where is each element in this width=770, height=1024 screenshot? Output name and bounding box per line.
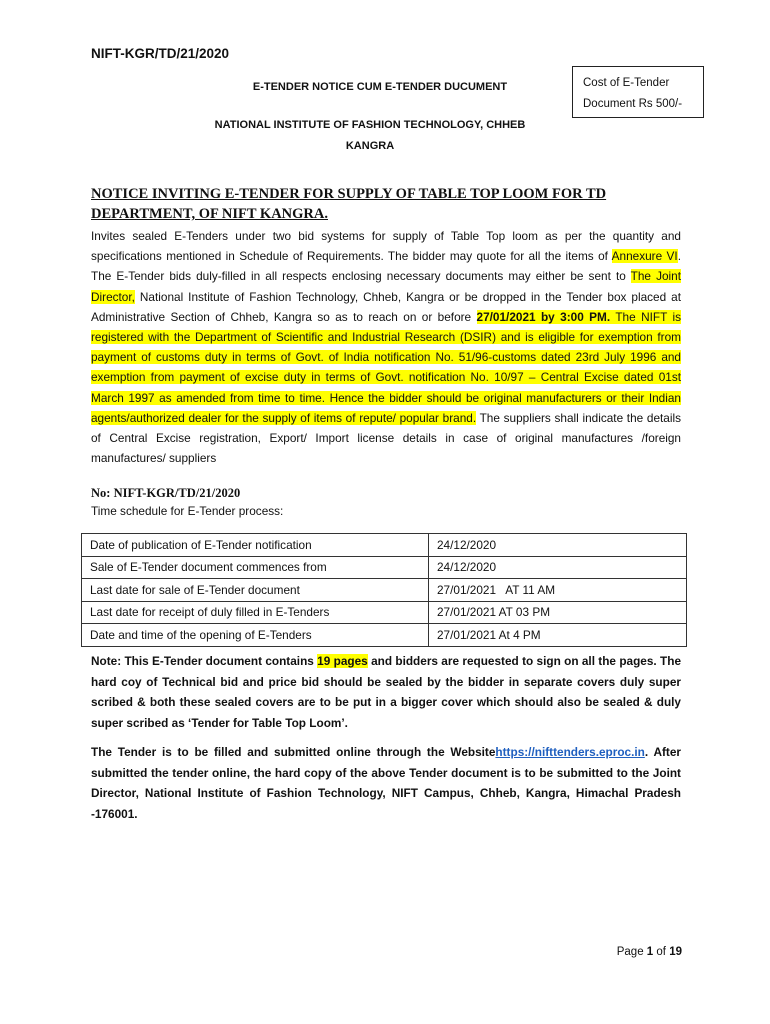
document-header-title: E-TENDER NOTICE CUM E-TENDER DUCUMENT — [252, 81, 508, 93]
deadline-highlight: 27/01/2021 by 3:00 PM. — [476, 309, 611, 324]
intro-text-4: The suppliers shall indicate the details of Central Excise registration, Export/ Import license details in case of original manufactures /foreign manufactures/ suppliers — [91, 410, 681, 466]
notice-heading-line2: DEPARTMENT, OF NIFT KANGRA. — [91, 206, 328, 222]
page-word: Page — [616, 946, 644, 958]
cost-box-line2: Document Rs 500/- — [583, 98, 683, 110]
page-count-highlight: 19 pages — [317, 654, 368, 668]
schedule-label: Sale of E-Tender document commences from — [82, 556, 429, 579]
online-prefix: The Tender is to be filled and submitted online through the Website — [91, 745, 496, 759]
notice-heading-line1: NOTICE INVITING E-TENDER FOR SUPPLY OF TABLE TOP LOOM FOR TD — [91, 186, 607, 202]
schedule-value: 27/01/2021 At 4 PM — [429, 624, 687, 647]
online-submission-paragraph — [91, 742, 681, 824]
cost-box — [572, 66, 704, 118]
schedule-value: 24/12/2020 — [429, 534, 687, 557]
schedule-label: Last date for sale of E-Tender document — [82, 579, 429, 602]
institute-name-line1: NATIONAL INSTITUTE OF FASHION TECHNOLOGY, CHHEB — [214, 119, 526, 131]
schedule-label: Last date for receipt of duly filled in E-Tenders — [82, 601, 429, 624]
document-reference-number: NIFT-KGR/TD/21/2020 — [91, 46, 230, 61]
table-row — [82, 624, 687, 647]
intro-paragraph — [91, 226, 681, 468]
of-word: of — [656, 946, 666, 958]
total-pages: 19 — [669, 946, 682, 958]
table-row — [82, 579, 687, 602]
note-paragraph — [91, 651, 681, 733]
tender-number-line: No: NIFT-KGR/TD/21/2020 — [91, 486, 241, 500]
cost-box-line1: Cost of E-Tender — [583, 77, 670, 89]
institute-name — [200, 115, 540, 157]
eproc-website-link[interactable]: https://nifttenders.eproc.in — [495, 745, 645, 759]
schedule-value: 27/01/2021 AT 03 PM — [429, 601, 687, 624]
intro-text-2: . The E-Tender bids duly-filled in all respects enclosing necessary documents may either be sent to — [91, 249, 681, 284]
institute-name-line2: KANGRA — [345, 140, 395, 152]
schedule-label: Date of publication of E-Tender notification — [82, 534, 429, 557]
exemption-highlight: The NIFT is registered with the Department of Scientific and Industrial Research (DSIR) and is eligible for exemption from payment of customs duty in terms of Govt. of India notification No. 51/96-customs dated 23rd July 1996 and exemption from payment of excise duty in terms of Govt. notification No. 10/97 – Central Excise dated 01st March 1997 as amended from time to time. Hence the bidder should be original manufacturers or their Indian agents/authorized dealer for the supply of items of repute/ popular brand. — [91, 309, 681, 425]
intro-text-3: National Institute of Fashion Technology, Chheb, Kangra or be dropped in the Tender box placed at Administrative Section of Chheb, Kangra so as to reach on or before — [91, 289, 681, 324]
page-number-footer — [560, 946, 682, 958]
table-row — [82, 534, 687, 557]
table-row — [82, 556, 687, 579]
schedule-value: 27/01/2021 AT 11 AM — [429, 579, 687, 602]
table-row — [82, 601, 687, 624]
time-schedule-table — [81, 533, 687, 647]
current-page: 1 — [646, 946, 654, 958]
annexure-highlight: Annexure VI — [611, 249, 678, 264]
schedule-caption: Time schedule for E-Tender process: — [91, 504, 284, 518]
joint-director-highlight: The Joint Director, — [91, 269, 681, 304]
note-prefix: Note: This E-Tender document contains — [91, 654, 318, 668]
online-suffix: . After submitted the tender online, the hard copy of the above Tender document is to be submitted to the Joint Director, National Institute of Fashion Technology, NIFT Campus, Chheb, Kangra, Himachal Pradesh -176001. — [91, 745, 681, 821]
note-suffix: and bidders are requested to sign on all the pages. The hard coy of Technical bid and price bid should be sealed by the bidder in separate covers duly super scribed & both these sealed covers are to be put in a bigger cover which should also be sealed & duly super scribed as ‘Tender for Table Top Loom’. — [91, 654, 682, 730]
notice-heading — [91, 184, 691, 224]
schedule-value: 24/12/2020 — [429, 556, 687, 579]
schedule-label: Date and time of the opening of E-Tenders — [82, 624, 429, 647]
intro-text-1: Invites sealed E-Tenders under two bid systems for supply of Table Top loom as per the quantity and specifications mentioned in Schedule of Requirements. The bidder may quote for all the items of — [91, 229, 681, 264]
